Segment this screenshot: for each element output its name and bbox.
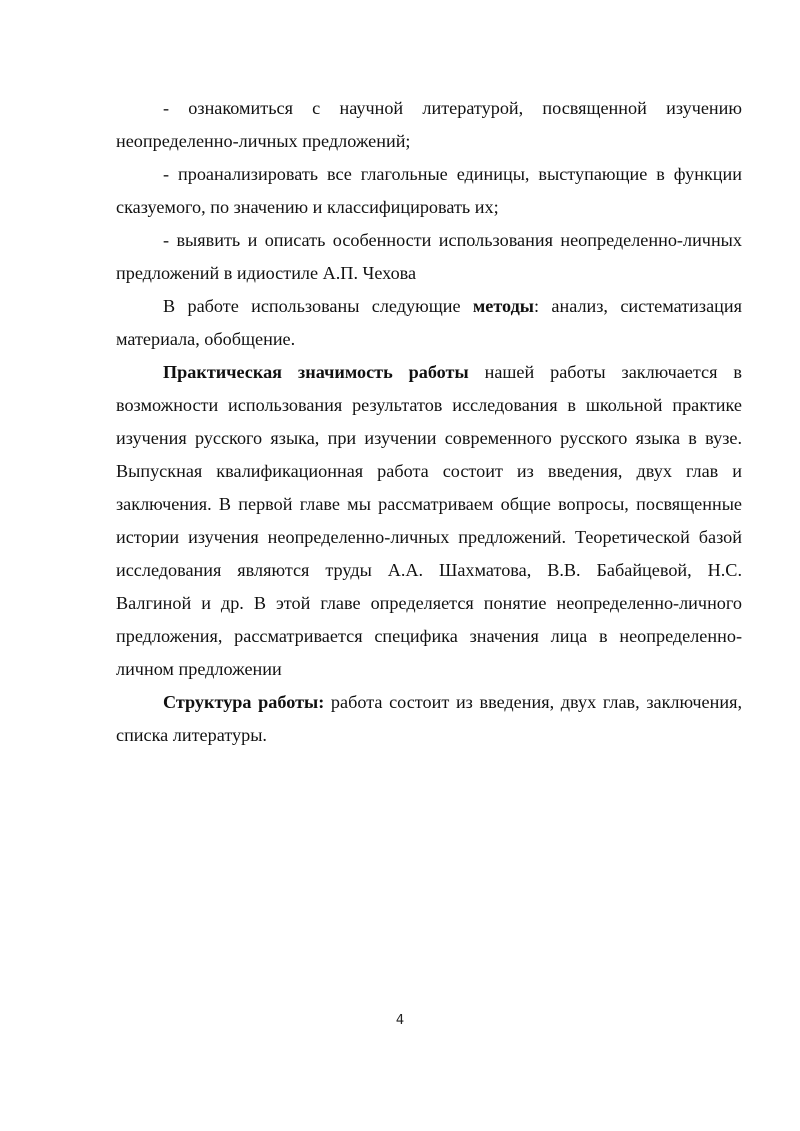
practical-significance-paragraph: Практическая значимость работы нашей работы заключается в возможности использования результатов исследования в школьной практике изучения русского языка, при изучении современного русского языка в вузе. Выпускная квалификационная работа состоит из введения, двух глав и заключения. В первой главе мы рассматриваем общие вопросы, посвященные истории изучения неопределенно-личных предложений. Теоретической базой исследования являются труды А.А. Шахматова, В.В. Бабайцевой, Н.С. Валгиной и др. В этой главе определяется понятие неопределенно-личного предложения, рассматривается специфика значения лица в неопределенно-личном предложении <box>116 362 742 679</box>
structure-heading: Структура работы: <box>163 692 325 712</box>
practical-significance-heading: Практическая значимость работы <box>163 362 469 382</box>
task-item-literature: - ознакомиться с научной литературой, посвященной изучению неопределенно-личных предложений; <box>116 98 742 151</box>
methods-term: методы <box>472 296 534 316</box>
body-text <box>116 92 742 752</box>
task-item-analyze-verbs: - проанализировать все глагольные единицы, выступающие в функции сказуемого, по значению и классифицировать их; <box>116 164 742 217</box>
page-number: 4 <box>395 1013 405 1028</box>
methods-paragraph: В работе использованы следующие методы: анализ, систематизация материала, обобщение. <box>116 296 742 349</box>
task-item-chekhov: - выявить и описать особенности использования неопределенно-личных предложений в идиостиле А.П. Чехова <box>116 230 742 283</box>
structure-paragraph: Структура работы: работа состоит из введения, двух глав, заключения, списка литературы. <box>116 692 742 745</box>
